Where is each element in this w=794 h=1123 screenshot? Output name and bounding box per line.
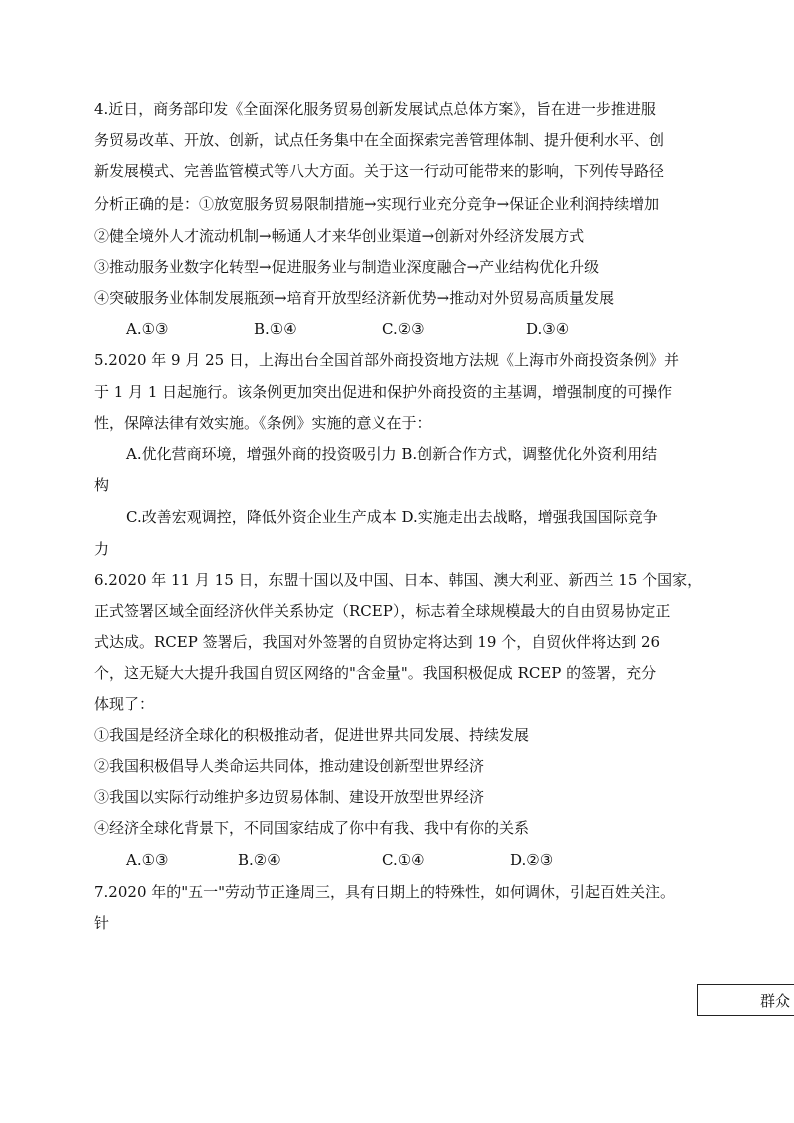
q6-statement-3: ③我国以实际行动维护多边贸易体制、建设开放型世界经济 [94,788,485,806]
q5-line-1: 5.2020 年 9 月 25 日，上海出台全国首部外商投资地方法规《上海市外商投资条例》并 [94,351,679,369]
q6-option-c: C.①④ [382,851,425,869]
q7-line-2: 针 [94,914,110,932]
q6-line-2: 正式签署区域全面经济伙伴关系协定（RCEP），标志着全球规模最大的自由贸易协定正 [94,602,671,620]
q6-option-b: B.②④ [238,851,281,869]
q6-line-4: 个，这无疑大大提升我国自贸区网络的"含金量"。我国积极促成 RCEP 的签署，充分 [94,664,657,682]
q6-option-a: A.①③ [126,851,169,869]
q4-statement-2: ②健全境外人才流动机制→畅通人才来华创业渠道→创新对外经济发展方式 [94,227,585,245]
q4-option-a: A.①③ [126,320,169,338]
q7-line-1: 7.2020 年的"五一"劳动节正逢周三，具有日期上的特殊性，如何调休，引起百姓关注。 [94,883,676,901]
q5-line-2: 于 1 月 1 日起施行。该条例更加突出促进和保护外商投资的主基调，增强制度的可操作 [94,383,673,401]
q4-option-d: D.③④ [526,320,570,338]
q6-line-3: 式达成。RCEP 签署后，我国对外签署的自贸协定将达到 19 个，自贸伙伴将达到 26 [94,633,661,651]
q6-line-5: 体现了： [94,695,155,713]
q4-line-1: 4.近日，商务部印发《全面深化服务贸易创新发展试点总体方案》，旨在进一步推进服 [94,100,656,118]
q5-option-cd-wrap: 力 [94,540,110,558]
table-cell [697,984,794,1016]
q6-option-d: D.②③ [510,851,554,869]
q4-line-3: 新发展模式、完善监管模式等八大方面。关于这一行动可能带来的影响，下列传导路径 [94,162,665,180]
q4-option-c: C.②③ [382,320,425,338]
q4-line-2: 务贸易改革、开放、创新，试点任务集中在全面探索完善管理体制、提升便利水平、创 [94,131,665,149]
q5-option-ab: A.优化营商环境，增强外商的投资吸引力 B.创新合作方式，调整优化外资利用结 [126,445,658,463]
q6-statement-2: ②我国积极倡导人类命运共同体，推动建设创新型世界经济 [94,757,485,775]
q6-statement-4: ④经济全球化背景下，不同国家结成了你中有我、我中有你的关系 [94,819,530,837]
q4-statement-3: ③推动服务业数字化转型→促进服务业与制造业深度融合→产业结构优化升级 [94,258,600,276]
q5-line-3: 性，保障法律有效实施。《条例》实施的意义在于： [94,414,432,432]
q4-option-b: B.①④ [254,320,297,338]
q5-option-ab-wrap: 构 [94,476,110,494]
q6-line-1: 6.2020 年 11 月 15 日，东盟十国以及中国、日本、韩国、澳大利亚、新西兰 15 个国家， [94,571,703,589]
q4-line-4: 分析正确的是：①放宽服务贸易限制措施→实现行业充分竞争→保证企业利润持续增加 [94,195,660,213]
table-cell-text: 群众 [760,992,791,1010]
q4-statement-4: ④突破服务业体制发展瓶颈→培育开放型经济新优势→推动对外贸易高质量发展 [94,289,615,307]
q5-option-cd: C.改善宏观调控，降低外资企业生产成本 D.实施走出去战略，增强我国国际竞争 [126,508,658,526]
q6-statement-1: ①我国是经济全球化的积极推动者，促进世界共同发展、持续发展 [94,726,530,744]
